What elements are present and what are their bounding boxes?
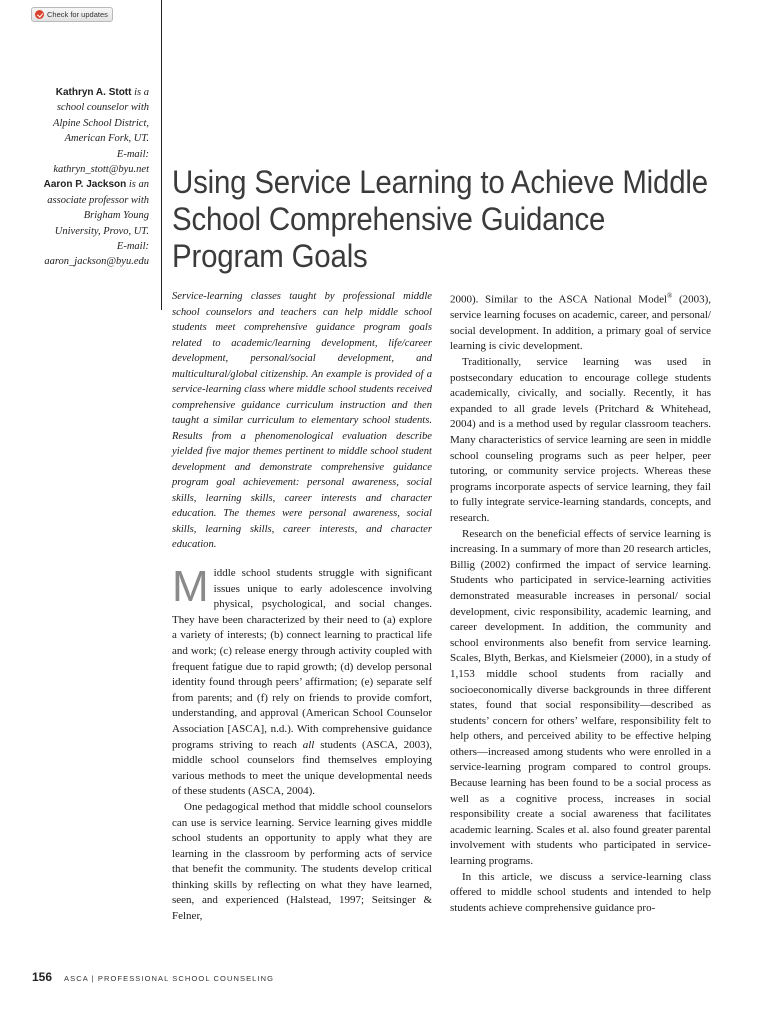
author-notes (0, 85, 149, 270)
body-paragraph: Middle school students struggle with significant issues unique to early adolescence involving physical, psychological, and social changes. They have been characterized by their need to (a) explore a variety of interests; (b) connect learning to practical life and work; (c) release energy through activity coupled with frequent fatigue due to rapid growth; (d) develop personal identity found through peers’ affirmation; (e) separate self from parents; and (f) rely on friends to provide comfort, understanding, and approval (American School Counselor Association [ASCA], n.d.). With comprehensive guidance programs striving to reach all students (ASCA, 2003), middle school counselors find themselves employing various methods to meet the unique developmental needs of these students (ASCA, 2004). (172, 562, 433, 798)
author-email-2[interactable]: aaron_jackson@byu.edu (44, 256, 149, 268)
page-footer (32, 970, 274, 984)
body-paragraph: Research on the beneficial effects of service learning is increasing. In a summary of more than 20 research articles, Billig (2002) confirmed the impact of service learning. Students who participated in service-learning activities demonstrated measurable increases in personal/ social development, civic responsibility, academic learning, and career development. In addition, the community and school environments also benefit from service learning. Scales, Blyth, Berkas, and Kielsmeier (2000), in a study of 1,153 middle school students from racially and socioeconomically diverse backgrounds in three different states, found that social responsibility—described as students’ concern for others’ welfare, responsibility felt to help others, and perceived ability to be effective helping others—increased among students who were enrolled in a service-learning program compared to control groups. Because learning has been found to be a social process as well as a cognitive process, increases in social responsibility create a social awareness that facilitates academic learning. Scales et al. also found greater parental involvement with students who participated in service-learning programs. (450, 527, 711, 868)
running-head: ASCA | PROFESSIONAL SCHOOL COUNSELING (64, 974, 275, 983)
author-note-1: Kathryn A. Stott is a school counselor with Alpine School District, American Fork, UT. E-mail: kathryn_stott@byu.net (53, 87, 149, 176)
check-for-updates-label: Check for updates (47, 10, 108, 19)
article-title: Using Service Learning to Achieve Middle School Comprehensive Guidance Program Goals (172, 164, 708, 274)
body-paragraph: Traditionally, service learning was used in postsecondary education to encourage college students academically, civically, and socially. Recently, it has expanded to all grade levels (Pritchard & Whitehead, 2004) and is a method used by regular classroom teachers. Many characteristics of service learning are seen in middle school counseling programs such as peer helper, peer tutoring, or community service projects. Whereas these programs incorporate aspects of service learning, they fail to fully integrate service-learning standards, concepts, and research. (450, 356, 711, 524)
page-number: 156 (32, 970, 53, 984)
author-name-1: Kathryn A. Stott (55, 87, 132, 98)
author-name-2: Aaron P. Jackson (43, 179, 127, 191)
author-note-2: Aaron P. Jackson is an associate professor with Brigham Young University, Provo, UT. E-mail: aaron_jackson@byu.edu (43, 179, 149, 268)
body-paragraph: One pedagogical method that middle school counselors can use is service learning. Service learning gives middle school students an opportunity to apply what they are learning in the classroom by performing acts of service that benefit the community. The students develop critical thinking skills by reflecting on what they have learned, seen, and experienced (Halstead, 1997; Seitsinger & Felner, (172, 800, 432, 923)
body-paragraph: In this article, we discuss a service-learning class offered to middle school students and intended to help students achieve comprehensive guidance pro- (450, 870, 711, 914)
drop-cap: M (172, 562, 209, 611)
body-column-left (172, 562, 433, 925)
body-column-right (450, 289, 711, 916)
author-email-1[interactable]: kathryn_stott@byu.net (53, 164, 149, 176)
check-for-updates-badge[interactable] (31, 7, 113, 22)
body-paragraph: 2000). Similar to the ASCA National Model® (2003), service learning focuses on academic, career, and personal/ social development. In addition, a primary goal of service learning is civic development. (450, 292, 712, 353)
vertical-divider (161, 0, 162, 310)
abstract: Service-learning classes taught by professional middle school counselors and teachers can help middle school students meet comprehensive guidance program goals related to academic/learning development, life/career development, personal/social development, and multicultural/global citizenship. An example is provided of a service-learning class where middle school students received comprehensive guidance curriculum instruction and then taught a similar curriculum to elementary school students. Results from a phenomenological evaluation describe yielded five major themes pertinent to middle school student development and demonstrate comprehensive guidance program goal achievement: personal awareness, social skills, learning skills, career interests and character education. The themes were personal awareness, social skills, learning skills, career interests, and character education. (172, 291, 432, 550)
check-updates-icon (35, 10, 44, 19)
